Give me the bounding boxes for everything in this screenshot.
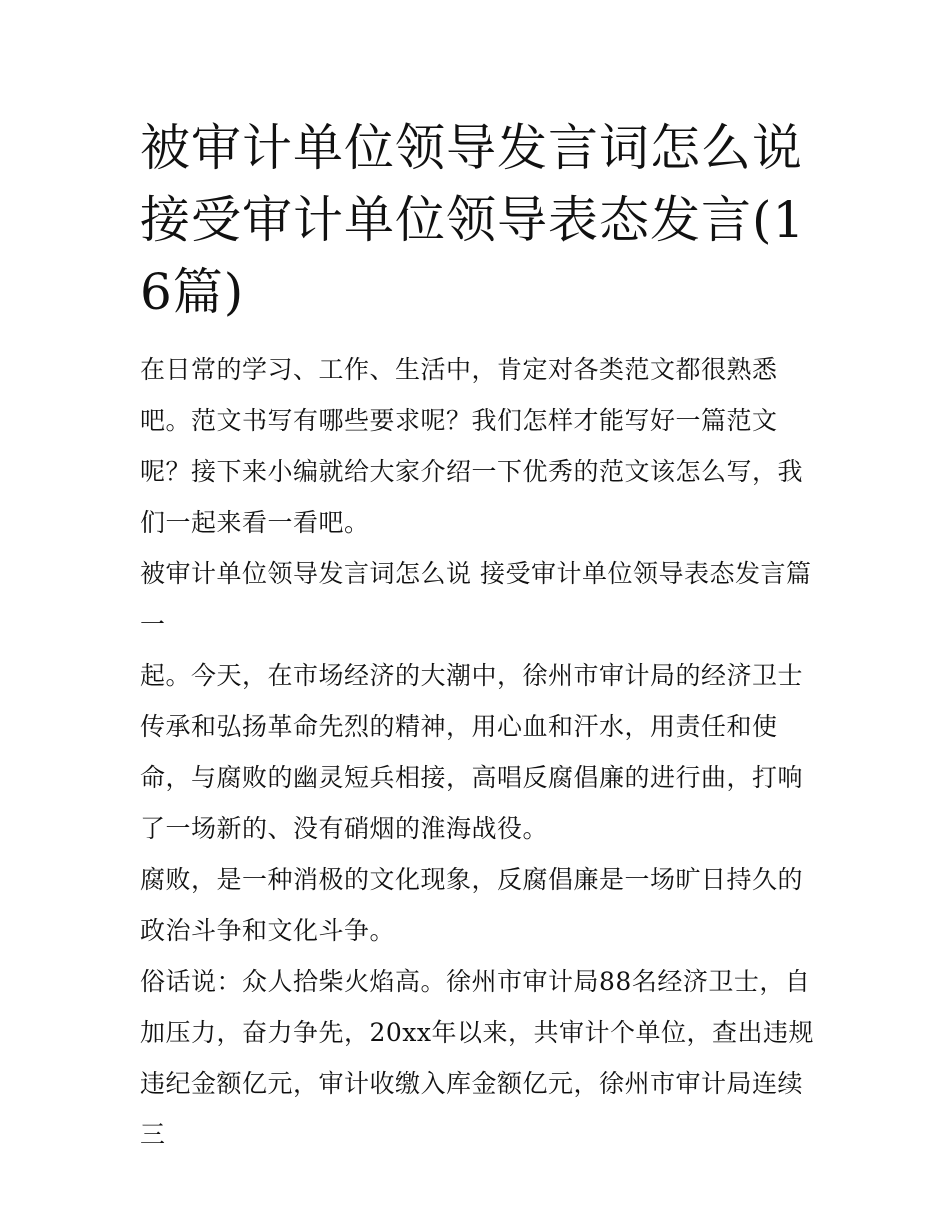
section-heading: 被审计单位领导发言词怎么说 接受审计单位领导表态发言篇一 xyxy=(140,559,812,639)
body-paragraph: 起。今天，在市场经济的大潮中，徐州市审计局的经济卫士传承和弘扬革命先烈的精神，用心血和汗水，用责任和使命，与腐败的幽灵短兵相接，高唱反腐倡廉的进行曲，打响了一场新的、没有硝烟的淮海战役。 xyxy=(140,661,804,843)
document-title: 被审计单位领导发言词怎么说 接受审计单位领导表态发言(16篇) xyxy=(140,119,806,321)
body-paragraph: 俗话说：众人拾柴火焰高。徐州市审计局88名经济卫士，自加压力，奋力争先，20xx年以来，共审计个单位，查出违规违纪金额亿元，审计收缴入库金额亿元，徐州市审计局连续三 xyxy=(140,967,815,1149)
intro-paragraph: 在日常的学习、工作、生活中，肯定对各类范文都很熟悉吧。范文书写有哪些要求呢？我们怎样才能写好一篇范文呢？接下来小编就给大家介绍一下优秀的范文该怎么写，我们一起来看一看吧。 xyxy=(140,355,804,537)
body-paragraph: 腐败，是一种消极的文化现象，反腐倡廉是一场旷日持久的政治斗争和文化斗争。 xyxy=(140,865,804,945)
document-page xyxy=(140,112,815,1160)
